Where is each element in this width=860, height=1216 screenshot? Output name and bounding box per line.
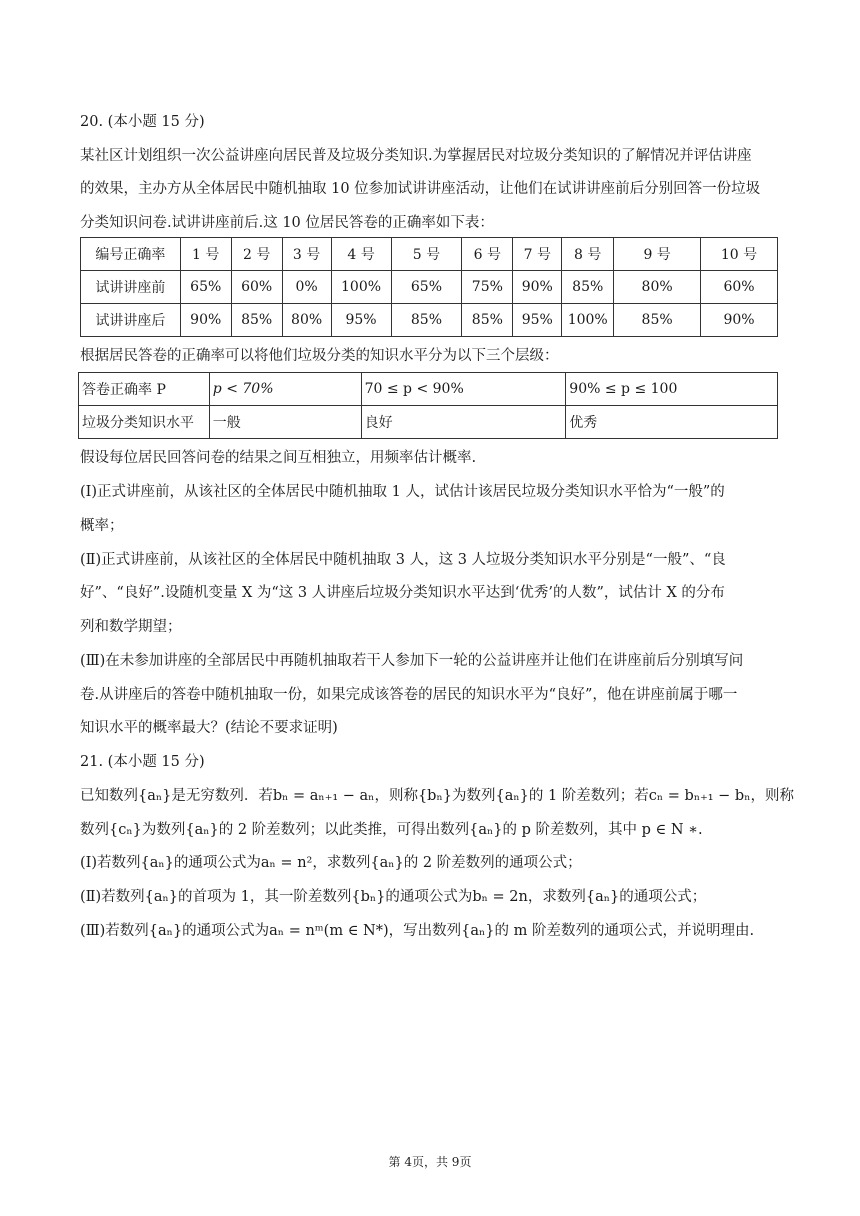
score-table-header-row [81,238,778,271]
table-cell: 80% [282,304,331,337]
table-cell: 90% ≤ p ≤ 100 [566,373,778,406]
page-footer: 第 4页，共 9页 [388,1155,472,1169]
q21-part1: (Ⅰ)若数列{aₙ}的通项公式为aₙ = n²，求数列{aₙ}的 2 阶差数列的通项公式； [80,855,582,871]
table-cell: 2 号 [231,238,282,271]
table-cell: 0% [282,271,331,304]
q20-part1-line-1: (Ⅰ)正式讲座前，从该社区的全体居民中随机抽取 1 人，试估计该居民垃圾分类知识水平恰为“一般”的 [80,484,725,500]
table-cell: 90% [180,304,231,337]
table-cell: 85% [614,304,701,337]
table-cell: 优秀 [566,406,778,439]
q21-intro-line-1: 已知数列{aₙ}是无穷数列．若bₙ = aₙ₊₁ − aₙ，则称{bₙ}为数列{aₙ}的 1 阶差数列；若cₙ = bₙ₊₁ − bₙ，则称 [80,788,794,804]
q21-header: 21. (本小题 15 分) [80,754,205,770]
score-table-row-before [81,271,778,304]
table-cell: 100% [331,271,391,304]
table-cell: 6 号 [462,238,513,271]
q20-intro-line-2: 的效果，主办方从全体居民中随机抽取 10 位参加试讲讲座活动，让他们在试讲讲座前后分别回答一份垃圾 [80,181,761,197]
table-cell: 85% [462,304,513,337]
q20-intro-line-3: 分类知识问卷.试讲讲座前后.这 10 位居民答卷的正确率如下表： [80,215,494,231]
q20-part3-line-2: 卷.从讲座后的答卷中随机抽取一份，如果完成该答卷的居民的知识水平为“良好”，他在讲座前属于哪一 [80,687,738,703]
table-cell: 65% [180,271,231,304]
table-cell: 65% [391,271,462,304]
score-table-row-after [81,304,778,337]
table-cell: 100% [562,304,614,337]
table-cell: 1 号 [180,238,231,271]
table-cell: 4 号 [331,238,391,271]
table-cell: 90% [513,271,562,304]
table-cell: 一般 [209,406,361,439]
table-cell: 90% [701,304,778,337]
table-cell: 5 号 [391,238,462,271]
level-table-row-accuracy [79,373,778,406]
table-cell: 编号正确率 [81,238,181,271]
table-cell: 9 号 [614,238,701,271]
table-cell: 85% [391,304,462,337]
q21-part3: (Ⅲ)若数列{aₙ}的通项公式为aₙ = nᵐ(m ∈ N*)，写出数列{aₙ}的 m 阶差数列的通项公式，并说明理由. [80,923,755,939]
table-cell: 10 号 [701,238,778,271]
level-table [78,372,778,439]
table-cell: 试讲讲座前 [81,271,181,304]
levels-intro: 根据居民答卷的正确率可以将他们垃圾分类的知识水平分为以下三个层级： [80,348,559,364]
q20-part1-line-2: 概率； [80,518,124,534]
table-cell: 60% [231,271,282,304]
q20-part2-line-3: 列和数学期望； [80,619,182,635]
assumption-text: 假设每位居民回答问卷的结果之间互相独立，用频率估计概率. [80,450,477,466]
table-cell: 85% [562,271,614,304]
q21-intro-line-2: 数列{cₙ}为数列{aₙ}的 2 阶差数列；以此类推，可得出数列{aₙ}的 p 阶差数列，其中 p ∈ N ∗. [80,822,703,838]
table-cell: 80% [614,271,701,304]
table-cell: 95% [331,304,391,337]
table-cell: 95% [513,304,562,337]
level-table-row-level [79,406,778,439]
table-cell: 试讲讲座后 [81,304,181,337]
table-cell: 3 号 [282,238,331,271]
q20-part3-line-1: (Ⅲ)在未参加讲座的全部居民中再随机抽取若干人参加下一轮的公益讲座并让他们在讲座前后分别填写问 [80,653,744,669]
table-cell: 8 号 [562,238,614,271]
q20-header: 20. (本小题 15 分) [80,114,205,130]
score-table [80,237,778,337]
table-cell: p < 70% [209,373,361,406]
table-cell: 60% [701,271,778,304]
q20-part2-line-1: (Ⅱ)正式讲座前，从该社区的全体居民中随机抽取 3 人，这 3 人垃圾分类知识水平分别是“一般”、“良 [80,552,726,568]
table-cell: 85% [231,304,282,337]
table-cell: 70 ≤ p < 90% [361,373,566,406]
q20-intro-line-1: 某社区计划组织一次公益讲座向居民普及垃圾分类知识.为掌握居民对垃圾分类知识的了解情况并评估讲座 [80,148,752,164]
table-cell: 7 号 [513,238,562,271]
table-cell: 答卷正确率 P [79,373,210,406]
q20-part3-line-3: 知识水平的概率最大？(结论不要求证明) [80,720,338,736]
q20-part2-line-2: 好”、“良好”.设随机变量 X 为“这 3 人讲座后垃圾分类知识水平达到‘优秀’的人数”，试估计 X 的分布 [80,585,725,601]
table-cell: 良好 [361,406,566,439]
table-cell: 75% [462,271,513,304]
table-cell: 垃圾分类知识水平 [79,406,210,439]
q21-part2: (Ⅱ)若数列{aₙ}的首项为 1，其一阶差数列{bₙ}的通项公式为bₙ = 2n，求数列{aₙ}的通项公式； [80,889,707,905]
